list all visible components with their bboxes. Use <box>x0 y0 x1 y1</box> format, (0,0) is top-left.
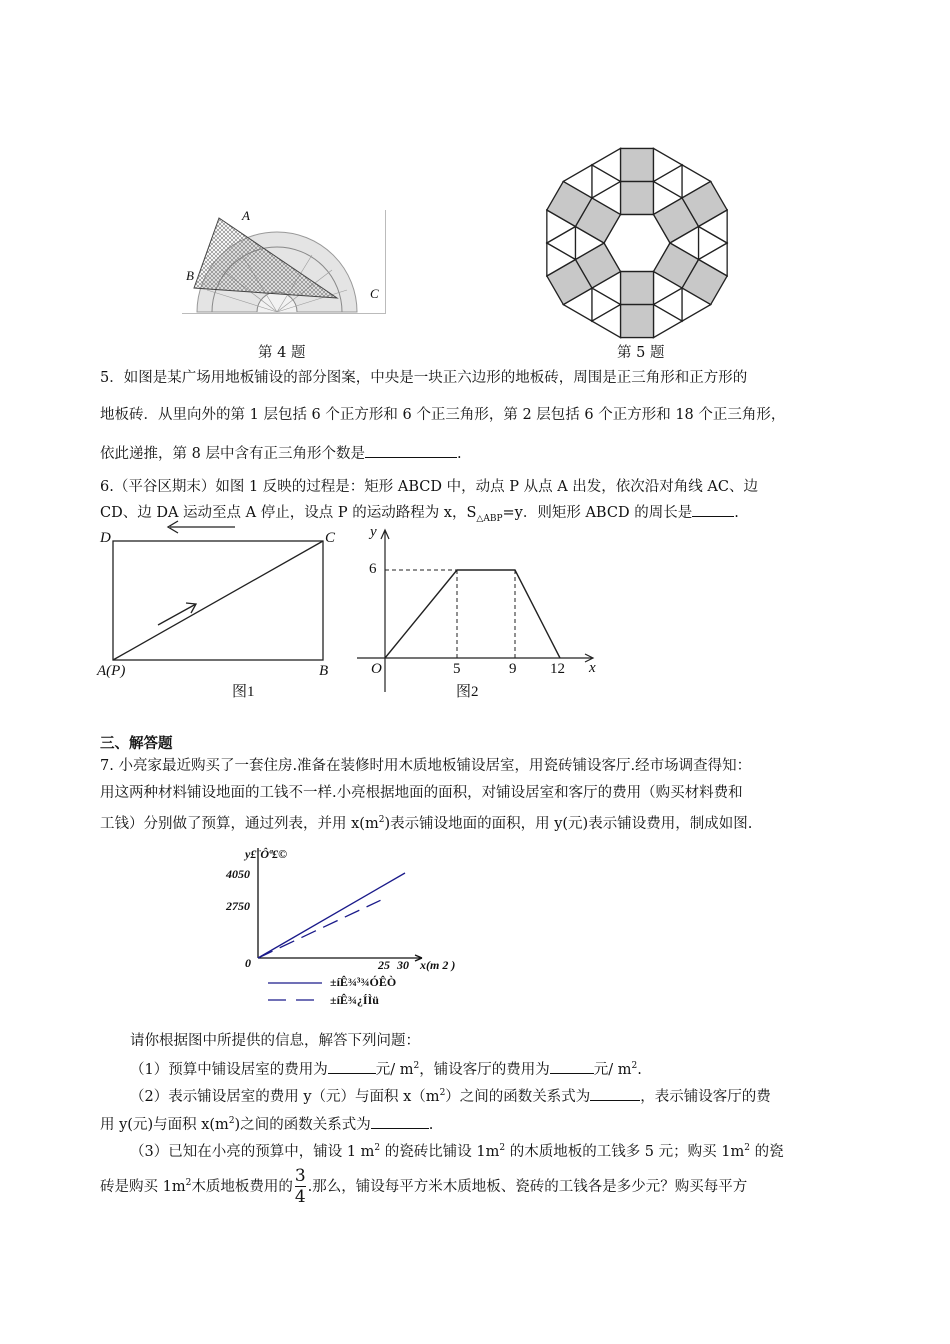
living-room-function-blank[interactable] <box>371 1114 429 1129</box>
text: 的木质地板的工钱多 5 元；购买 1m <box>505 1143 745 1160</box>
q7-line-2: 用这两种材料铺设地面的工钱不一样.小亮根据地面的面积，对铺设居室和客厅的费用（购买材料费和 <box>100 785 743 801</box>
figure-5-caption: 第 5 题 <box>617 345 665 361</box>
fig1-label-a: A(P) <box>97 663 126 679</box>
q7-part-2-cont <box>100 1112 433 1134</box>
chart-x-label: x(m 2 ) <box>420 958 456 972</box>
living-room-cost-blank[interactable] <box>550 1059 594 1074</box>
q7-part-1 <box>130 1057 642 1079</box>
text: 元/ m <box>593 1061 632 1078</box>
numerator: 3 <box>294 1166 306 1187</box>
legend-solid-label: ±íÊ¾³¾ÓÊÒ <box>330 975 397 989</box>
bedroom-function-blank[interactable] <box>590 1086 640 1101</box>
q5-line-1: 5．如图是某广场用地板铺设的部分图案，中央是一块正六边形的地板砖，周围是正三角形和正方形的 <box>100 370 748 386</box>
label-c: C <box>370 286 379 301</box>
fig2-x-tick-9: 9 <box>509 661 517 677</box>
text: . <box>428 1116 434 1133</box>
q6-line-2-text: CD、边 DA 运动至点 A 停止，设点 P 的运动路程为 x，S <box>100 505 477 521</box>
q6-period: . <box>734 505 739 521</box>
series-line-2 <box>258 900 381 958</box>
text: （1）预算中铺设居室的费用为 <box>130 1061 328 1078</box>
chart-y-label: y£¨Ôª£© <box>245 847 288 861</box>
fig1-label-c: C <box>325 530 336 546</box>
fig1-label-d: D <box>100 530 111 546</box>
label-b: B <box>186 268 194 283</box>
text: （3）已知在小亮的预算中，铺设 1 m <box>130 1143 375 1160</box>
text: 的瓷砖比铺设 1m <box>380 1143 500 1160</box>
series-line-1 <box>258 873 405 958</box>
fig2-y-tick-6: 6 <box>369 561 377 577</box>
sup: 2 <box>631 1061 638 1071</box>
sup: 2 <box>744 1143 750 1153</box>
q5-line-3-text: 依此递推，第 8 层中含有正三角形个数是 <box>100 446 365 462</box>
chart-x-tick-30: 30 <box>397 958 409 972</box>
sup: 2 <box>499 1143 506 1153</box>
text: .那么，铺设每平方米木质地板、瓷砖的工钱各是多少元？购买每平方 <box>307 1178 748 1195</box>
section-title: 三、解答题 <box>100 736 173 752</box>
text: 用 y(元)与面积 x(m <box>100 1116 229 1133</box>
text: )之间的函数关系式为 <box>234 1116 371 1133</box>
fig2-y-label: y <box>370 524 377 540</box>
denominator: 4 <box>294 1187 306 1208</box>
chart-y-tick-4050: 4050 <box>226 867 250 881</box>
text: 木质地板费用的 <box>191 1178 293 1195</box>
chart-y-tick-2750: 2750 <box>226 899 250 913</box>
fig2-x-label: x <box>589 660 596 676</box>
text: ）之间的函数关系式为 <box>445 1088 591 1105</box>
q7-part-3 <box>130 1139 784 1161</box>
text: 砖是购买 1m <box>100 1178 186 1195</box>
text: . <box>637 1061 642 1078</box>
sup: 2 <box>228 1116 235 1126</box>
fraction-three-quarters <box>295 1166 306 1207</box>
chart-origin: 0 <box>245 956 251 970</box>
figure-4-caption: 第 4 题 <box>258 345 306 361</box>
q6-subscript: △ABP <box>476 513 503 524</box>
fig2-x-tick-5: 5 <box>453 661 461 677</box>
text: 的瓷 <box>749 1143 784 1160</box>
text: ，铺设客厅的费用为 <box>419 1061 550 1078</box>
chart-x-tick-25: 25 <box>378 958 390 972</box>
fig2-caption: 图2 <box>456 684 479 700</box>
sup: 2 <box>413 1061 420 1071</box>
fig2-x-tick-12: 12 <box>550 661 565 677</box>
label-a: A <box>242 208 250 223</box>
sup: 2 <box>378 815 385 825</box>
fig1-label-b: B <box>319 663 329 679</box>
q7-line-3-text-b: )表示铺设地面的面积，用 y(元)表示铺设费用，制成如图. <box>384 815 753 832</box>
q7-part-3-cont <box>100 1160 747 1210</box>
text: 元/ m <box>375 1061 414 1078</box>
text: ，表示铺设客厅的费 <box>640 1088 771 1105</box>
sup: 2 <box>439 1088 446 1098</box>
q7-intro: 请你根据图中所提供的信息，解答下列问题： <box>130 1033 420 1049</box>
q6-line-1: 6.（平谷区期末）如图 1 反映的过程是：矩形 ABCD 中，动点 P 从点 A 出发，依次沿对角线 AC、边 <box>100 479 758 495</box>
sup: 2 <box>185 1178 192 1188</box>
q7-line-1: 7. 小亮家最近购买了一套住房.准备在装修时用木质地板铺设居室，用瓷砖铺设客厅.经市场调查得知： <box>100 758 752 774</box>
sup: 2 <box>374 1143 381 1153</box>
fig1-caption: 图1 <box>232 684 255 700</box>
q7-line-3-text: 工钱）分别做了预算，通过列表，并用 x(m <box>100 815 379 832</box>
text: （2）表示铺设居室的费用 y（元）与面积 x（m <box>130 1088 440 1105</box>
fig2-origin: O <box>371 661 382 677</box>
q5-period: . <box>456 446 462 462</box>
q5-line-2: 地板砖．从里向外的第 1 层包括 6 个正方形和 6 个正三角形，第 2 层包括 6 个正方形和 18 个正三角形， <box>100 407 786 423</box>
q6-line-2-text-b: =y．则矩形 ABCD 的周长是 <box>502 505 693 521</box>
bedroom-cost-blank[interactable] <box>328 1059 376 1074</box>
q7-part-2 <box>130 1084 771 1106</box>
legend-dashed-label: ±íÊ¾¿ÍÌü <box>330 993 379 1007</box>
